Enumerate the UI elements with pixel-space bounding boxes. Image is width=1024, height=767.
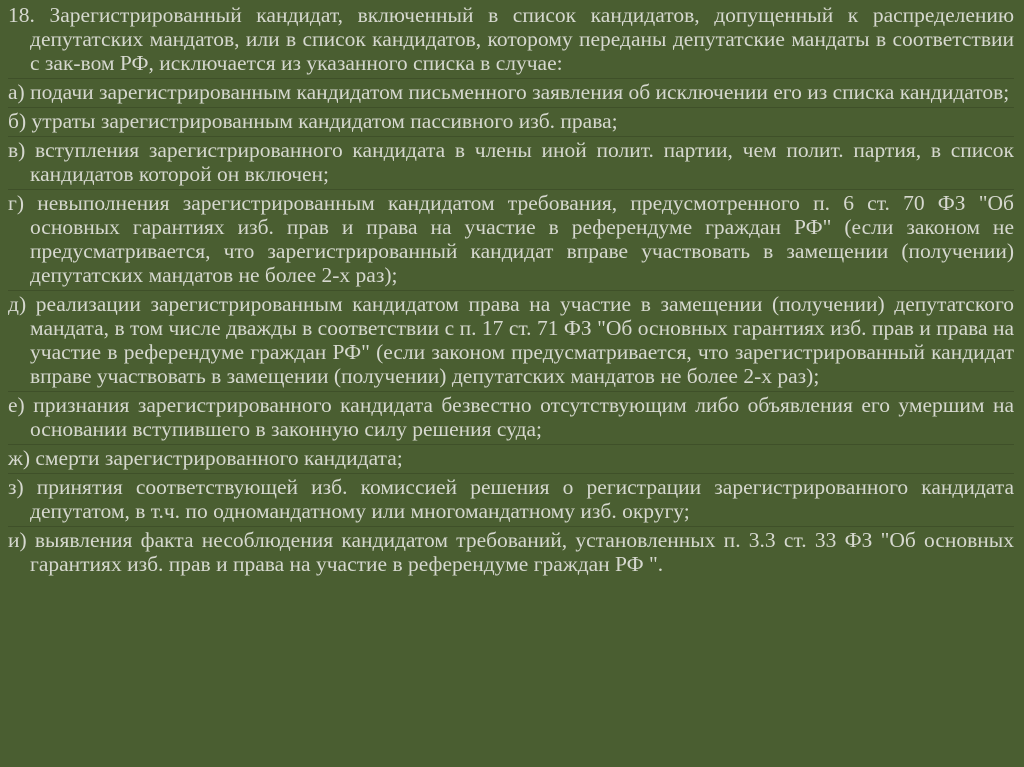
paragraph-item-a: а) подачи зарегистрированным кандидатом письменного заявления об исключении его из списка кандидатов; [8, 80, 1014, 108]
paragraph-item-i: и) выявления факта несоблюдения кандидатом требований, установленных п. 3.3 ст. 33 ФЗ "Об основных гарантиях изб. прав и права на участие в референдуме граждан РФ ". [8, 528, 1014, 576]
paragraph-item-z: з) принятия соответствующей изб. комиссией решения о регистрации зарегистрированного кандидата депутатом, в т.ч. по одномандатному или многомандатному изб. округу; [8, 475, 1014, 527]
paragraph-item-d: д) реализации зарегистрированным кандидатом права на участие в замещении (получении) депутатского мандата, в том числе дважды в соответствии с п. 17 ст. 71 ФЗ "Об основных гарантиях изб. прав и права на участие в референдуме граждан РФ" (если законом предусматривается, что зарегистрированный кандидат вправе участвовать в замещении (получении) депутатских мандатов не более 2-х раз); [8, 292, 1014, 392]
paragraph-item-v: в) вступления зарегистрированного кандидата в члены иной полит. партии, чем полит. партия, в список кандидатов которой он включен; [8, 138, 1014, 190]
paragraph-item-zh: ж) смерти зарегистрированного кандидата; [8, 446, 1014, 474]
paragraph-item-e: е) признания зарегистрированного кандидата безвестно отсутствующим либо объявления его умершим на основании вступившего в законную силу решения суда; [8, 393, 1014, 445]
paragraph-intro: 18. Зарегистрированный кандидат, включенный в список кандидатов, допущенный к распределению депутатских мандатов, или в список кандидатов, которому переданы депутатские мандаты в соответствии с зак-вом РФ, исключается из указанного списка в случае: [8, 3, 1014, 79]
paragraph-item-g: г) невыполнения зарегистрированным кандидатом требования, предусмотренного п. 6 ст. 70 ФЗ "Об основных гарантиях изб. прав и права на участие в референдуме граждан РФ" (если законом не предусматривается, что зарегистрированный кандидат вправе участвовать в замещении (получении) депутатских мандатов не более 2-х раз); [8, 191, 1014, 291]
paragraph-item-b: б) утраты зарегистрированным кандидатом пассивного изб. права; [8, 109, 1014, 137]
